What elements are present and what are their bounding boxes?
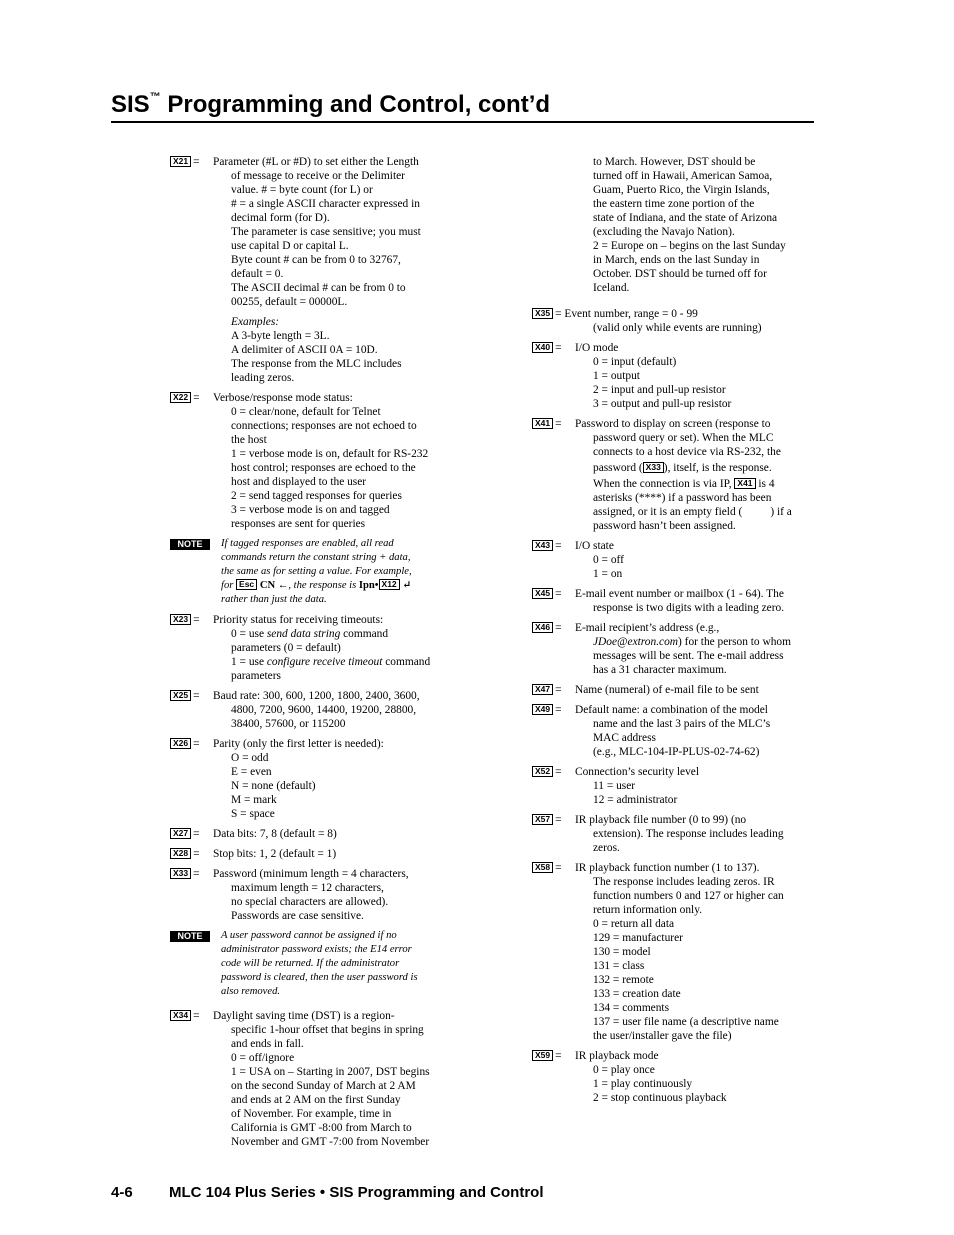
- entry-text: Daylight saving time (DST) is a region- specific 1-hour offset that begins in spring and ends in fall. 0 = off/ignore 1 = USA on – Starting in 2007, DST begins on the second Sunday of March at 2 AM and ends at 2 AM on the first Sunday of November. For example, time in California is GMT -8:00 from March to November and GMT -7:00 from November: [213, 1010, 430, 1148]
- entry-x49: X49 = Default name: a combination of the model name and the last 3 pairs of the MLC’s MAC address (e.g., MLC-104-IP-PLUS-02-74-62): [532, 703, 822, 759]
- entry-x41: X41 = Password to display on screen (response to password query or set). When the MLC connects to a host device via RS-232, the password ( X33 ), itself, is the response. When the connection is via IP, X41 is 4 asterisks (****) if a password has been assigned, or it is an empty field ( ) if a password hasn’t been assigned.: [532, 417, 822, 533]
- entry-text: Password (minimum length = 4 characters, maximum length = 12 characters, no special characters are allowed). Passwords are case sensitive.: [213, 868, 409, 922]
- entry-text: E-mail event number or mailbox (1 - 64). The response is two digits with a leading zero.: [575, 588, 785, 614]
- note-badge: NOTE: [170, 931, 210, 942]
- variable-tag: X49: [532, 704, 553, 715]
- entry-text: Data bits: 7, 8 (default = 8): [213, 828, 337, 840]
- entry-x52: X52 = Connection’s security level 11 = user 12 = administrator: [532, 765, 822, 807]
- variable-tag: X35: [532, 308, 553, 319]
- examples-label: Examples:: [231, 316, 280, 328]
- page-number: 4-6: [111, 1184, 133, 1201]
- entry-x34: X34 = Daylight saving time (DST) is a region- specific 1-hour offset that begins in spring and ends in fall. 0 = off/ignore 1 = USA on – Starting in 2007, DST begins on the second Sunday of March at 2 AM and ends at 2 AM on the first Sunday of November. For example, time in California is GMT -8:00 from March to November and GMT -7:00 from November: [170, 1009, 460, 1149]
- entry-x27: X27 = Data bits: 7, 8 (default = 8): [170, 827, 460, 841]
- entry-text: Default name: a combination of the model name and the last 3 pairs of the MLC’s MAC address (e.g., MLC-104-IP-PLUS-02-74-62): [575, 704, 771, 758]
- variable-tag: X27: [170, 828, 191, 839]
- entry-text: E-mail recipient’s address (e.g., JDoe@extron.com) for the person to whom messages will be sent. The e-mail address has a 31 character maximum.: [575, 622, 791, 676]
- entry-x47: X47 = Name (numeral) of e-mail file to be sent: [532, 683, 822, 697]
- entry-x25: X25 = Baud rate: 300, 600, 1200, 1800, 2400, 3600, 4800, 7200, 9600, 14400, 19200, 28800, 38400, 57600, or 115200: [170, 689, 460, 731]
- variable-tag: X34: [170, 1010, 191, 1021]
- variable-tag: X41: [734, 478, 755, 489]
- entry-text: Parity (only the first letter is needed): O = odd E = even N = none (default) M = mark S = space: [213, 738, 384, 820]
- entry-text: Priority status for receiving timeouts: 0 = use send data string command parameters (0 = default) 1 = use configure receive timeout command parameters: [213, 614, 431, 682]
- variable-tag: X46: [532, 622, 553, 633]
- entry-x34-continued: [532, 155, 822, 295]
- return-icon: ↵: [402, 580, 412, 591]
- entry-text: Baud rate: 300, 600, 1200, 1800, 2400, 3600, 4800, 7200, 9600, 14400, 19200, 28800, 38400, 57600, or 115200: [213, 690, 420, 730]
- variable-tag: X40: [532, 342, 553, 353]
- variable-tag: X52: [532, 766, 553, 777]
- left-column: [170, 155, 460, 1155]
- entry-x21: X21 = Parameter (#L or #D) to set either the Length of message to receive or the Delimiter value. # = byte count (for L) or # = a single ASCII character expressed in decimal form (for D). The parameter is case sensitive; you must use capital D or capital L. Byte count # can be from 0 to 32767, default = 0. The ASCII decimal # can be from 0 to 00255, default = 00000L. Examples: A 3-byte length = 3L. A delimiter of ASCII 0A = 10D. The response from the MLC includes leading zeros.: [170, 155, 460, 385]
- entry-x43: X43 = I/O state 0 = off 1 = on: [532, 539, 822, 581]
- entry-text: I/O state 0 = off 1 = on: [575, 540, 624, 580]
- variable-tag: X59: [532, 1050, 553, 1061]
- variable-tag: X21: [170, 156, 191, 167]
- left-arrow-icon: ←: [277, 580, 289, 591]
- variable-tag: X41: [532, 418, 553, 429]
- right-column: [532, 155, 822, 1111]
- variable-tag: X12: [379, 579, 400, 590]
- variable-tag: X23: [170, 614, 191, 625]
- entry-x26: X26 = Parity (only the first letter is needed): O = odd E = even N = none (default) M = mark S = space: [170, 737, 460, 821]
- entry-x58: X58 = IR playback function number (1 to 137). The response includes leading zeros. IR function numbers 0 and 127 or higher can return information only. 0 = return all data 129 = manufacturer 130 = model 131 = class 132 = remote 133 = creation date 134 = comments 137 = user file name (a descriptive name the user/installer gave the file): [532, 861, 822, 1043]
- esc-key: Esc: [236, 579, 257, 590]
- entry-text: to March. However, DST should be turned off in Hawaii, American Samoa, Guam, Puerto Rico, the Virgin Islands, the eastern time zone portion of the state of Indiana, and the state of Arizona (excluding the Navajo Nation). 2 = Europe on – begins on the last Sunday in March, ends on the last Sunday in October. DST should be turned off for Iceland.: [593, 156, 786, 294]
- note-tagged-responses: [170, 537, 460, 607]
- entry-x33: X33 = Password (minimum length = 4 characters, maximum length = 12 characters, no special characters are allowed). Passwords are case sensitive.: [170, 867, 460, 923]
- note-badge: NOTE: [170, 539, 210, 550]
- variable-tag: X33: [643, 462, 664, 473]
- entry-x40: X40 = I/O mode 0 = input (default) 1 = output 2 = input and pull-up resistor 3 = output and pull-up resistor: [532, 341, 822, 411]
- page-footer: [111, 1183, 544, 1203]
- variable-tag: X43: [532, 540, 553, 551]
- variable-tag: X33: [170, 868, 191, 879]
- entry-text: Stop bits: 1, 2 (default = 1): [213, 848, 337, 860]
- entry-x28: X28 = Stop bits: 1, 2 (default = 1): [170, 847, 460, 861]
- entry-x59: X59 = IR playback mode 0 = play once 1 = play continuously 2 = stop continuous playback: [532, 1049, 822, 1105]
- note-text: If tagged responses are enabled, all read commands return the constant string + data, the same as for setting a value. For example, for Esc CN ←, the response is Ipn• X12 ↵ rather than just the data.: [221, 538, 412, 605]
- email-example: JDoe@extron.com: [593, 636, 679, 648]
- note-user-password: [170, 929, 460, 999]
- variable-tag: X45: [532, 588, 553, 599]
- entry-x46: X46 = E-mail recipient’s address (e.g., JDoe@extron.com) for the person to whom messages will be sent. The e-mail address has a 31 character maximum.: [532, 621, 822, 677]
- entry-x22: X22 = Verbose/response mode status: 0 = clear/none, default for Telnet connections; responses are not echoed to the host 1 = verbose mode is on, default for RS-232 host control; responses are echoed to the host and displayed to the user 2 = send tagged responses for queries 3 = verbose mode is on and tagged responses are sent for queries: [170, 391, 460, 531]
- variable-tag: X47: [532, 684, 553, 695]
- entry-text: Connection’s security level 11 = user 12 = administrator: [575, 766, 700, 806]
- page-title: SIS™ Programming and Control, cont’d: [111, 82, 814, 123]
- entry-text: Name (numeral) of e-mail file to be sent: [575, 684, 759, 696]
- entry-x35: X35 = Event number, range = 0 - 99 (valid only while events are running): [532, 307, 822, 335]
- entry-text: (valid only while events are running): [593, 322, 762, 334]
- variable-tag: X26: [170, 738, 191, 749]
- entry-x57: X57 = IR playback file number (0 to 99) (no extension). The response includes leading zeros.: [532, 813, 822, 855]
- variable-tag: X28: [170, 848, 191, 859]
- entry-text: I/O mode 0 = input (default) 1 = output 2 = input and pull-up resistor 3 = output and pull-up resistor: [575, 342, 732, 410]
- entry-x23: X23 = Priority status for receiving timeouts: 0 = use send data string command parameters (0 = default) 1 = use configure receive timeout command parameters: [170, 613, 460, 683]
- note-text: A user password cannot be assigned if no administrator password exists; the E14 error code will be returned. If the administrator password is cleared, then the user password is also removed.: [221, 930, 418, 997]
- variable-tag: X58: [532, 862, 553, 873]
- entry-text: Verbose/response mode status: 0 = clear/none, default for Telnet connections; responses are not echoed to the host 1 = verbose mode is on, default for RS-232 host control; responses are echoed to the host and displayed to the user 2 = send tagged responses for queries 3 = verbose mode is on and tagged responses are sent for queries: [213, 392, 429, 530]
- variable-tag: X25: [170, 690, 191, 701]
- entry-text: IR playback function number (1 to 137). The response includes leading zeros. IR function numbers 0 and 127 or higher can return information only. 0 = return all data 129 = manufacturer 130 = model 131 = class 132 = remote 133 = creation date 134 = comments 137 = user file name (a descriptive name the user/installer gave the file): [575, 862, 784, 1042]
- entry-text: IR playback mode 0 = play once 1 = play continuously 2 = stop continuous playback: [575, 1050, 727, 1104]
- entry-text: IR playback file number (0 to 99) (no extension). The response includes leading zeros.: [575, 814, 784, 854]
- variable-tag: X57: [532, 814, 553, 825]
- footer-text: MLC 104 Plus Series • SIS Programming and Control: [169, 1184, 544, 1201]
- entry-x45: X45 = E-mail event number or mailbox (1 - 64). The response is two digits with a leading zero.: [532, 587, 822, 615]
- variable-tag: X22: [170, 392, 191, 403]
- entry-text: Password to display on screen (response to password query or set). When the MLC connects to a host device via RS-232, the password ( X33 ), itself, is the response. When the connection is via IP, X41 is 4 asterisks (****) if a password has been assigned, or it is an empty field ( ) if a password hasn’t been assigned.: [575, 418, 792, 532]
- entry-text: Parameter (#L or #D) to set either the Length of message to receive or the Delimiter value. # = byte count (for L) or # = a single ASCII character expressed in decimal form (for D). The parameter is case sensitive; you must use capital D or capital L. Byte count # can be from 0 to 32767, default = 0. The ASCII decimal # can be from 0 to 00255, default = 00000L. Examples: A 3-byte length = 3L. A delimiter of ASCII 0A = 10D. The response from the MLC includes leading zeros.: [231, 155, 460, 385]
